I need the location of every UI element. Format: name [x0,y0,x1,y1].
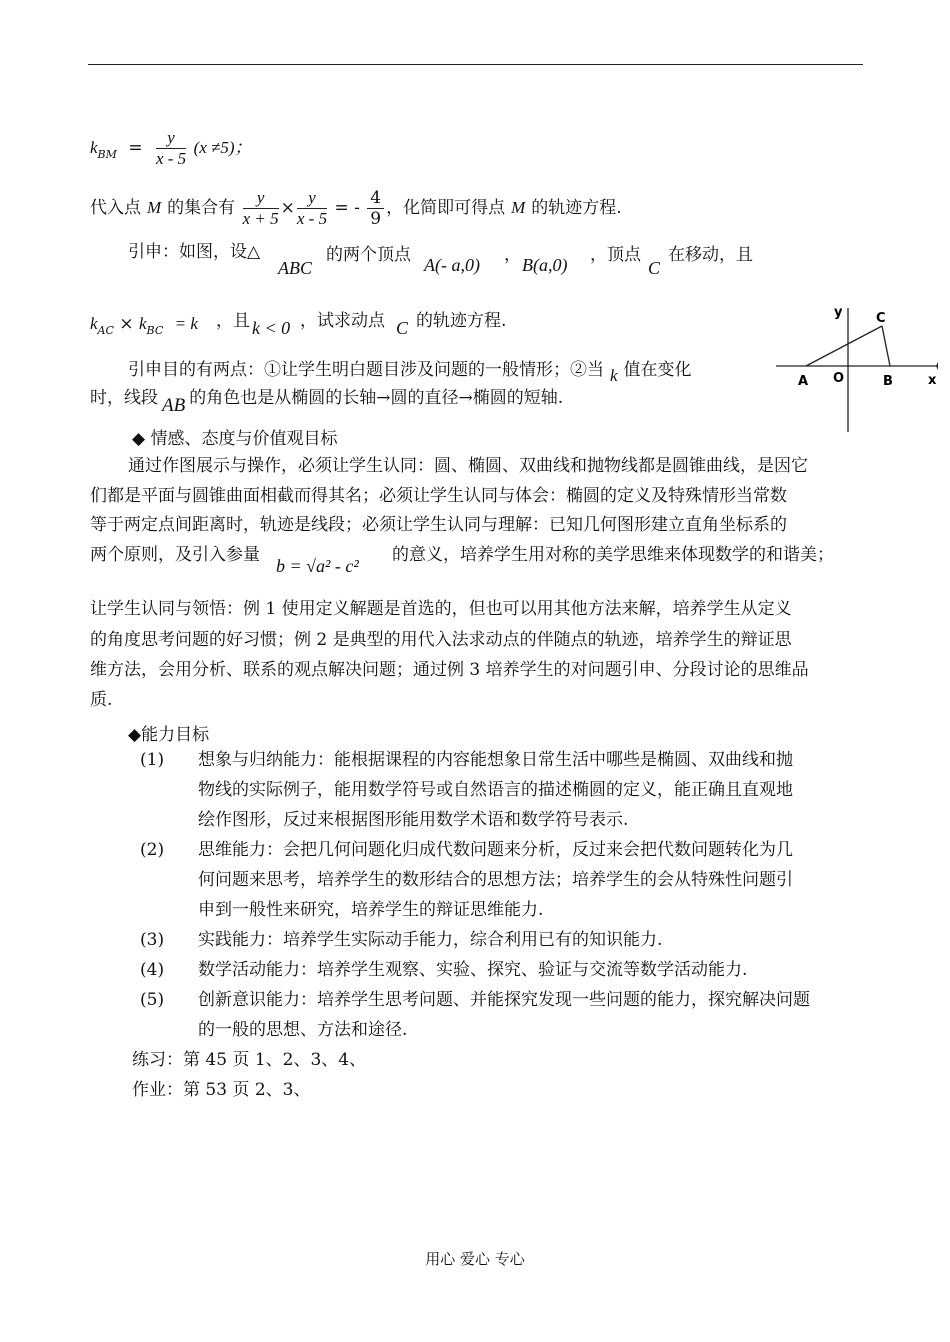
text: 的两个顶点 [326,245,411,265]
ability-number: (3) [140,930,165,950]
figure-label-b: B [883,374,893,389]
fraction-den: x - 5 [296,209,328,228]
paragraph-line: 通过作图展示与操作，必须让学生认同：圆、椭圆、双曲线和抛物线都是圆锥曲线，是因它 [128,456,808,476]
page-footer: 用心 爱心 专心 [425,1250,525,1268]
text: 的集合有 [167,198,236,218]
ability-line: 申到一般性来研究，培养学生的辩证思维能力. [198,900,544,920]
figure-label-y: y [834,305,843,320]
paragraph-line [90,540,260,570]
formula-cond: (x ≠5)； [193,138,252,157]
ability-line: 思维能力：会把几何问题化归成代数问题来分析，反过来会把代数问题转化为几 [198,840,793,860]
ability-line: 实践能力：培养学生实际动手能力，综合利用已有的知识能力. [198,930,663,950]
fraction [243,188,279,229]
homework-line: 作业：第 53 页 2、3、 [132,1080,311,1100]
formula-text: k [90,138,98,157]
text: 的轨迹方程. [416,311,507,331]
paragraph-line: 让学生认同与领悟：例 1 使用定义解题是首选的，但也可以用其他方法来解，培养学生从定义 [90,599,792,619]
section-heading-ability: ◆能力目标 [128,725,210,745]
text: 两个原则，及引入参量 [90,545,260,565]
math-abc: ABC [278,258,312,278]
formula-sub: BC [146,324,164,337]
text: ，化简即可得点 [386,198,506,218]
text: 在移动，且 [668,245,753,265]
formula-sub: AC [97,324,114,337]
ability-line: 想象与归纳能力：能根据课程的内容能想象日常生活中哪些是椭圆、双曲线和抛 [198,750,793,770]
math-condition: k < 0 [252,318,291,338]
ability-number: (2) [140,840,165,860]
formula-eq: = [128,138,143,158]
paragraph-line: 们都是平面与圆锥曲面相截而得其名；必须让学生认同与体会：椭圆的定义及特殊情形当常数 [90,486,787,506]
math-var: AB [162,395,186,416]
figure-label-a: A [798,374,809,389]
ability-number: (4) [140,960,165,980]
times-sign: × [119,314,134,334]
text: 引申：如图，设△ [128,242,261,262]
segment-ac [806,326,882,366]
fraction-den: x + 5 [242,209,279,228]
fraction-den: x - 5 [155,149,187,168]
ability-number: (1) [140,750,165,770]
formula-eq: = k [174,314,198,333]
paragraph-line: 质. [90,690,113,710]
slope-condition-line [90,312,198,338]
text: ，且 [216,311,250,331]
text: 代入点 [90,198,141,218]
times-sign: × [280,198,295,218]
paragraph-line: 的意义，培养学生用对称的美学思维来体现数学的和谐美； [392,545,834,565]
text: ，顶点 [590,245,641,265]
practice-line: 练习：第 45 页 1、2、3、4、 [132,1050,367,1070]
math-point-a: A(- a,0) [424,255,480,275]
fraction-num: 4 [367,188,384,209]
segment-bc [882,326,890,366]
paragraph-line: 维方法，会用分析、联系的观点解决问题；通过例 3 培养学生的对问题引申、分段讨论的思维品 [90,660,809,680]
substitution-line [90,188,622,229]
text: 值在变化 [623,360,692,380]
ability-line: 创新意识能力：培养学生思考问题、并能探究发现一些问题的能力，探究解决问题 [198,990,810,1010]
ability-line: 何问题来思考，培养学生的数形结合的思想方法；培养学生的会从特殊性问题引 [198,870,793,890]
fraction [297,188,327,229]
figure-label-o: O [833,371,845,386]
text: 引申目的有两点：①让学生明白题目涉及问题的一般情形；②当 [128,360,604,380]
ability-number: (5) [140,990,165,1010]
fraction [367,188,384,229]
math-var: M [147,198,162,217]
ability-line: 的一般的思想、方法和途径. [198,1020,408,1040]
math-point-c: C [396,318,409,338]
fraction-den: 9 [370,209,382,229]
math-point-b: B(a,0) [522,255,568,275]
equals-sign: = - [334,198,360,218]
fraction-num: y [156,128,186,149]
math-var: M [511,198,526,217]
text: 时，线段 [90,388,158,408]
fraction [156,128,186,169]
fraction-num: y [297,188,327,209]
math-var: k [138,314,147,333]
text: ， [504,245,521,265]
figure-label-c: C [876,311,886,326]
math-var: k [610,366,618,385]
formula-kbm [90,128,252,169]
formula-sub: BM [97,148,117,161]
ability-line: 绘作图形，反过来根据图形能用数学术语和数学符号表示. [198,810,629,830]
math-var: k [90,314,98,333]
ability-line: 数学活动能力：培养学生观察、实验、探究、验证与交流等数学活动能力. [198,960,748,980]
fraction-num: y [243,188,279,209]
paragraph-line: 等于两定点间距离时，轨迹是线段；必须让学生认同与理解：已知几何图形建立直角坐标系的 [90,515,787,535]
purpose-line-2 [90,386,564,416]
text: 的角色也是从椭圆的长轴→圆的直径→椭圆的短轴. [189,388,564,408]
header-rule [88,64,863,65]
paragraph-line: 的角度思考问题的好习惯；例 2 是典型的用代入法求动点的伴随点的轨迹，培养学生的辩证思 [90,630,792,650]
figure-label-x: x [928,373,937,388]
text: 的轨迹方程. [531,198,622,218]
section-heading-emotion: ◆ 情感、态度与价值观目标 [132,429,338,449]
triangle-figure [770,300,942,432]
math-formula-b: b = √a² - c² [276,556,359,576]
math-point-c: C [648,258,661,278]
text: ，试求动点 [300,311,385,331]
purpose-line-1 [128,358,692,385]
ability-line: 物线的实际例子，能用数学符号或自然语言的描述椭圆的定义，能正确且直观地 [198,780,793,800]
